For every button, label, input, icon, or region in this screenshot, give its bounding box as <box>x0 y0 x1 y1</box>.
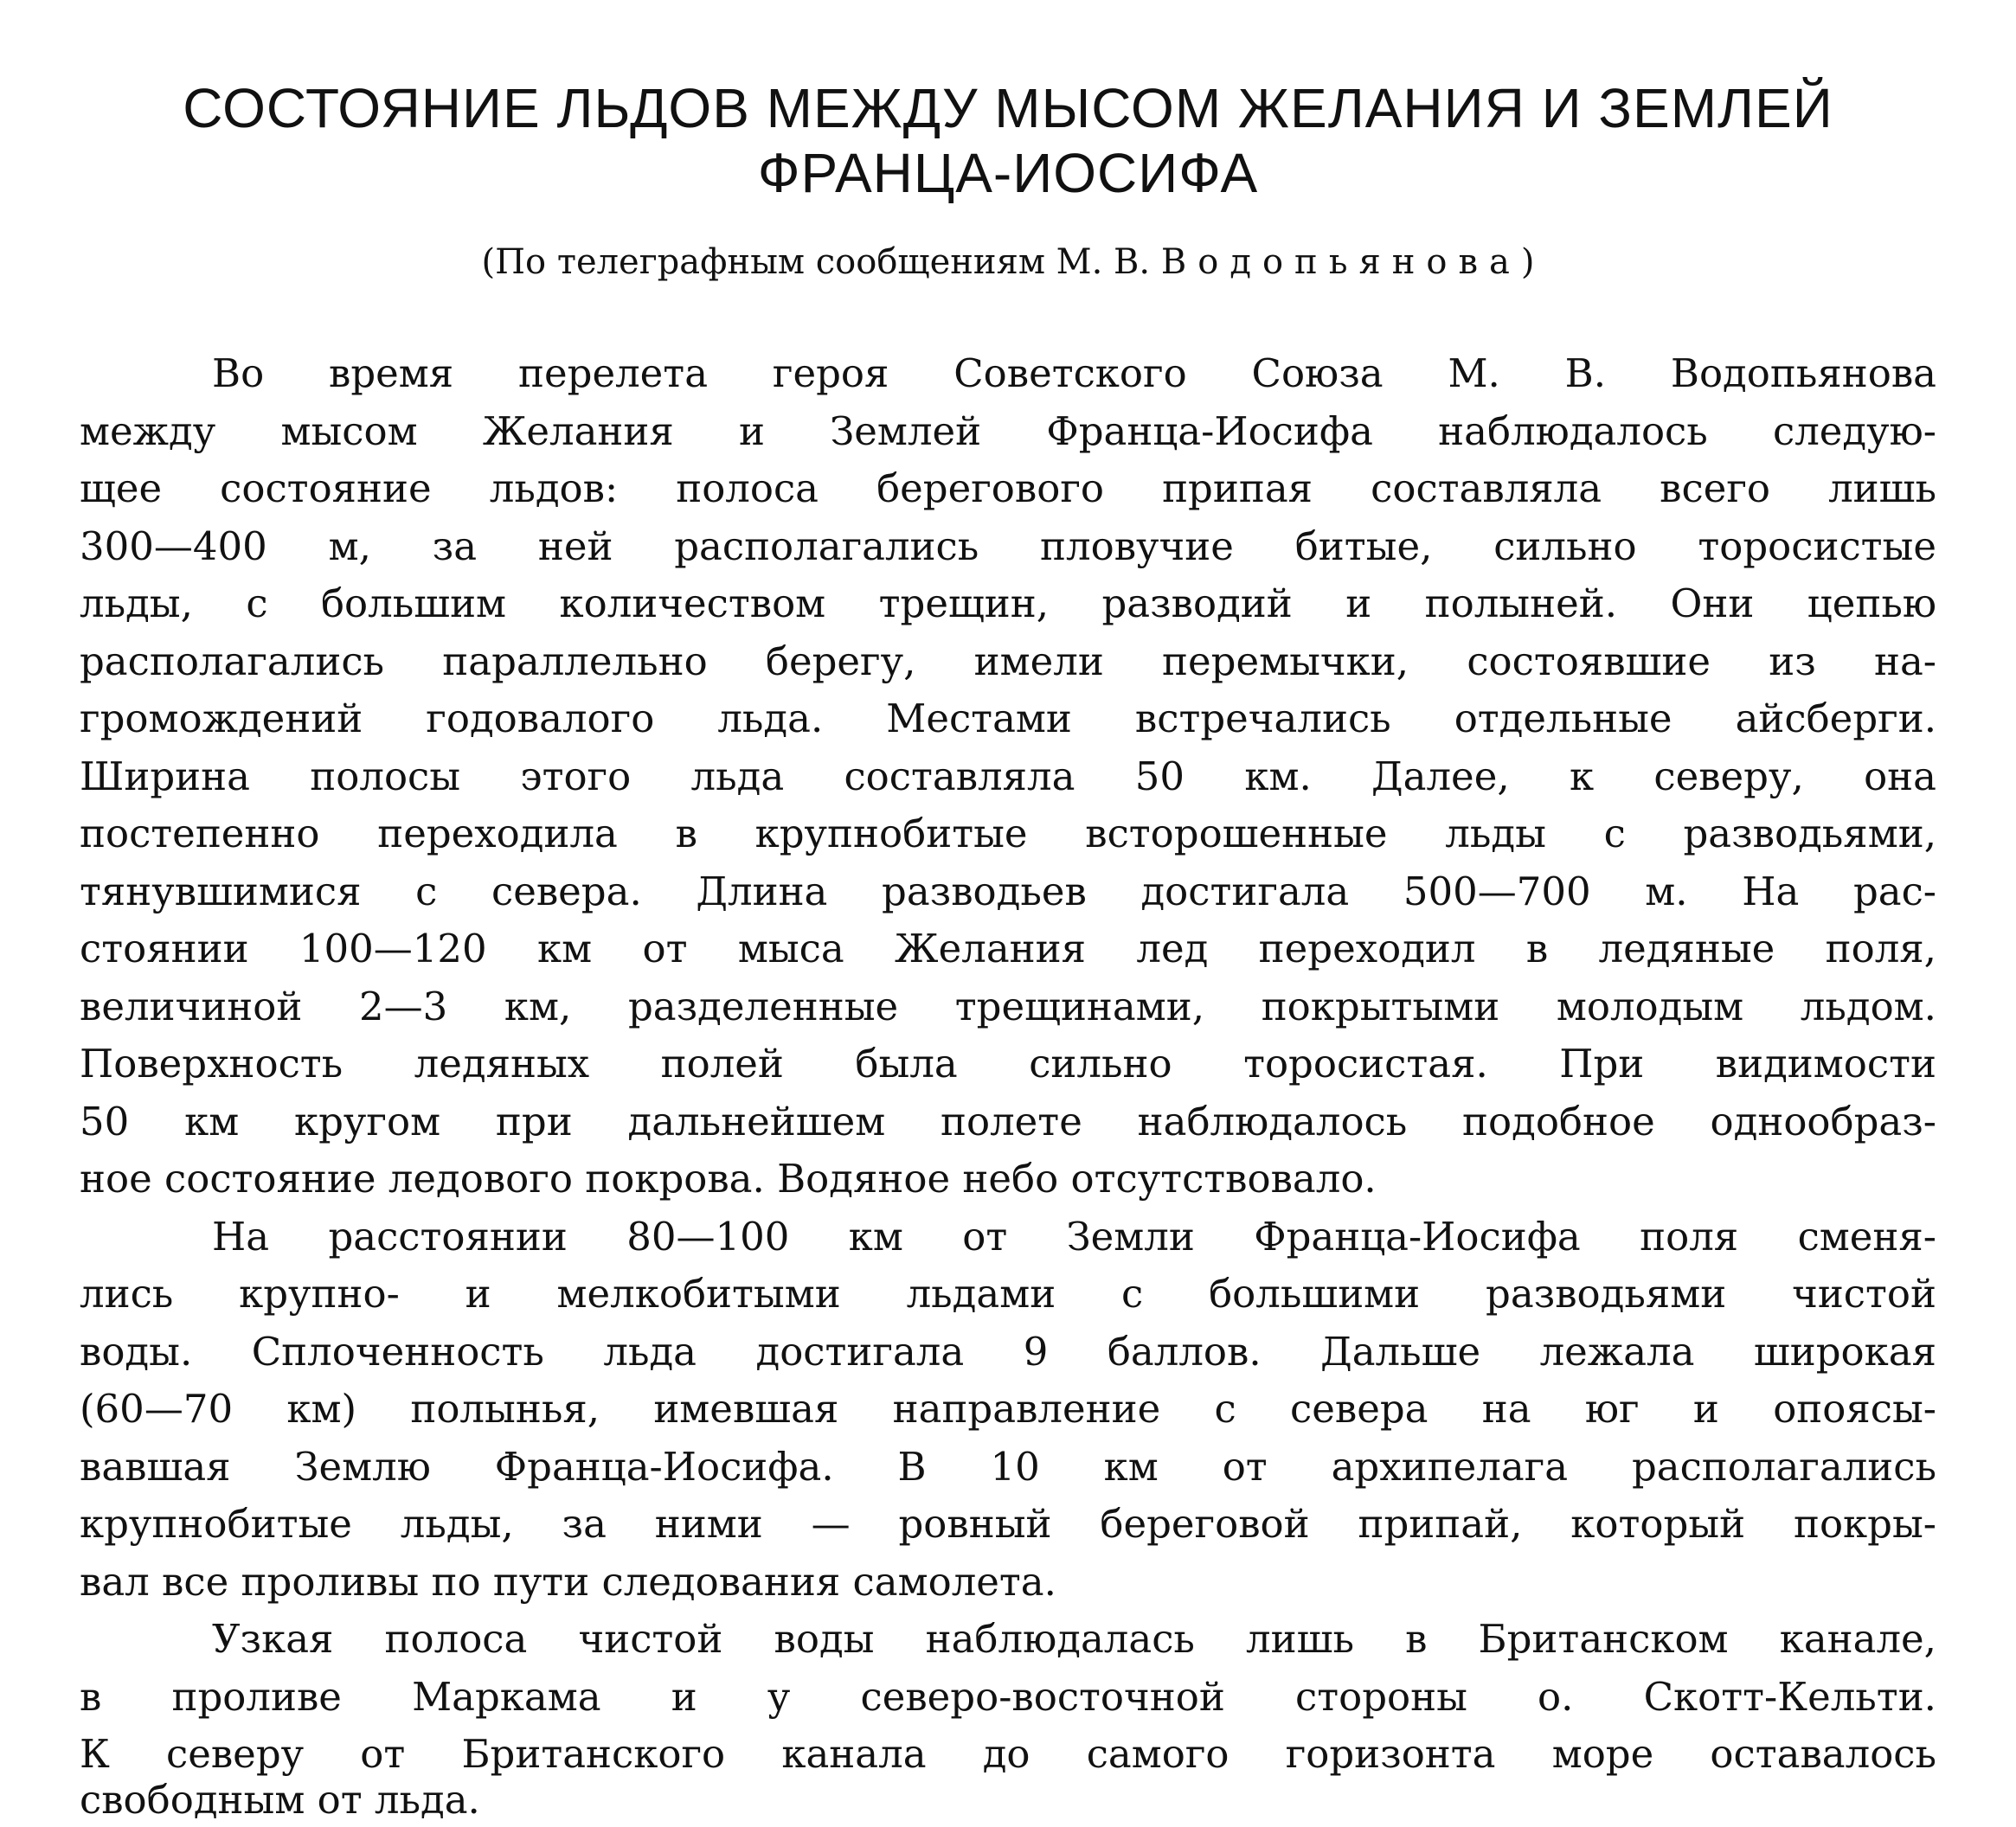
subtitle-author-name: Водопьянова <box>1160 242 1521 282</box>
text-line: воды. Сплоченность льда достигала 9 баллов. Дальше лежала широкая <box>80 1329 1936 1375</box>
subtitle-prefix: (По телеграфным сообщениям М. В. <box>481 242 1161 282</box>
text-line: На расстоянии 80—100 км от Земли Франца-Иосифа поля сменя- <box>212 1214 1936 1260</box>
text-line: громождений годовалого льда. Местами встречались отдельные айсберги. <box>80 696 1936 741</box>
text-line: крупнобитые льды, за ними — ровный береговой припай, который покры- <box>80 1501 1936 1547</box>
text-line: щее состояние льдов: полоса берегового припая составляла всего лишь <box>80 465 1936 511</box>
text-line: тянувшимися с севера. Длина разводьев достигала 500—700 м. На рас- <box>80 869 1936 914</box>
text-line: 300—400 м, за ней располагались пловучие битые, сильно торосистые <box>80 523 1936 569</box>
text-line: Во время перелета героя Советского Союза М. В. Водопьянова <box>212 350 1936 396</box>
text-line: льды, с большим количеством трещин, разводий и полыней. Они цепью <box>80 580 1936 626</box>
text-line: (60—70 км) полынья, имевшая направление с севера на юг и опоясы- <box>80 1386 1936 1432</box>
text-line: Узкая полоса чистой воды наблюдалась лишь в Британском канале, <box>212 1616 1936 1662</box>
title-line-1: СОСТОЯНИЕ ЛЬДОВ МЕЖДУ МЫСОМ ЖЕЛАНИЯ И ЗЕМЛЕЙ <box>183 77 1833 139</box>
subtitle <box>87 240 1929 284</box>
text-line: располагались параллельно берегу, имели перемычки, состоявшие из на- <box>80 638 1936 684</box>
text-line: Ширина полосы этого льда составляла 50 км. Далее, к северу, она <box>80 753 1936 799</box>
text-line: между мысом Желания и Землей Франца-Иосифа наблюдалось следую- <box>80 408 1936 454</box>
text-line: лись крупно- и мелкобитыми льдами с большими разводьями чистой <box>80 1271 1936 1317</box>
text-line: К северу от Британского канала до самого горизонта море оставалось <box>80 1731 1936 1777</box>
text-line: 50 км кругом при дальнейшем полете наблюдалось подобное однообраз- <box>80 1099 1936 1144</box>
text-line: постепенно переходила в крупнобитые всторошенные льды с разводьями, <box>80 811 1936 856</box>
title-line-2: ФРАНЦА-ИОСИФА <box>757 142 1259 204</box>
text-line: вавшая Землю Франца-Иосифа. В 10 км от архипелага располагались <box>80 1444 1936 1490</box>
subtitle-suffix: ) <box>1520 242 1535 282</box>
text-line: стоянии 100—120 км от мыса Желания лед переходил в ледяные поля, <box>80 926 1936 971</box>
text-line: Поверхность ледяных полей была сильно торосистая. При видимости <box>80 1041 1936 1087</box>
text-line: вал все проливы по пути следования самолета. <box>80 1559 1056 1605</box>
text-line: величиной 2—3 км, разделенные трещинами, покрытыми молодым льдом. <box>80 984 1936 1029</box>
text-line: в проливе Маркама и у северо-восточной стороны о. Скотт-Кельти. <box>80 1674 1936 1720</box>
text-line: ное состояние ледового покрова. Водяное небо отсутствовало. <box>80 1156 1377 1202</box>
text-line: свободным от льда. <box>80 1777 480 1823</box>
